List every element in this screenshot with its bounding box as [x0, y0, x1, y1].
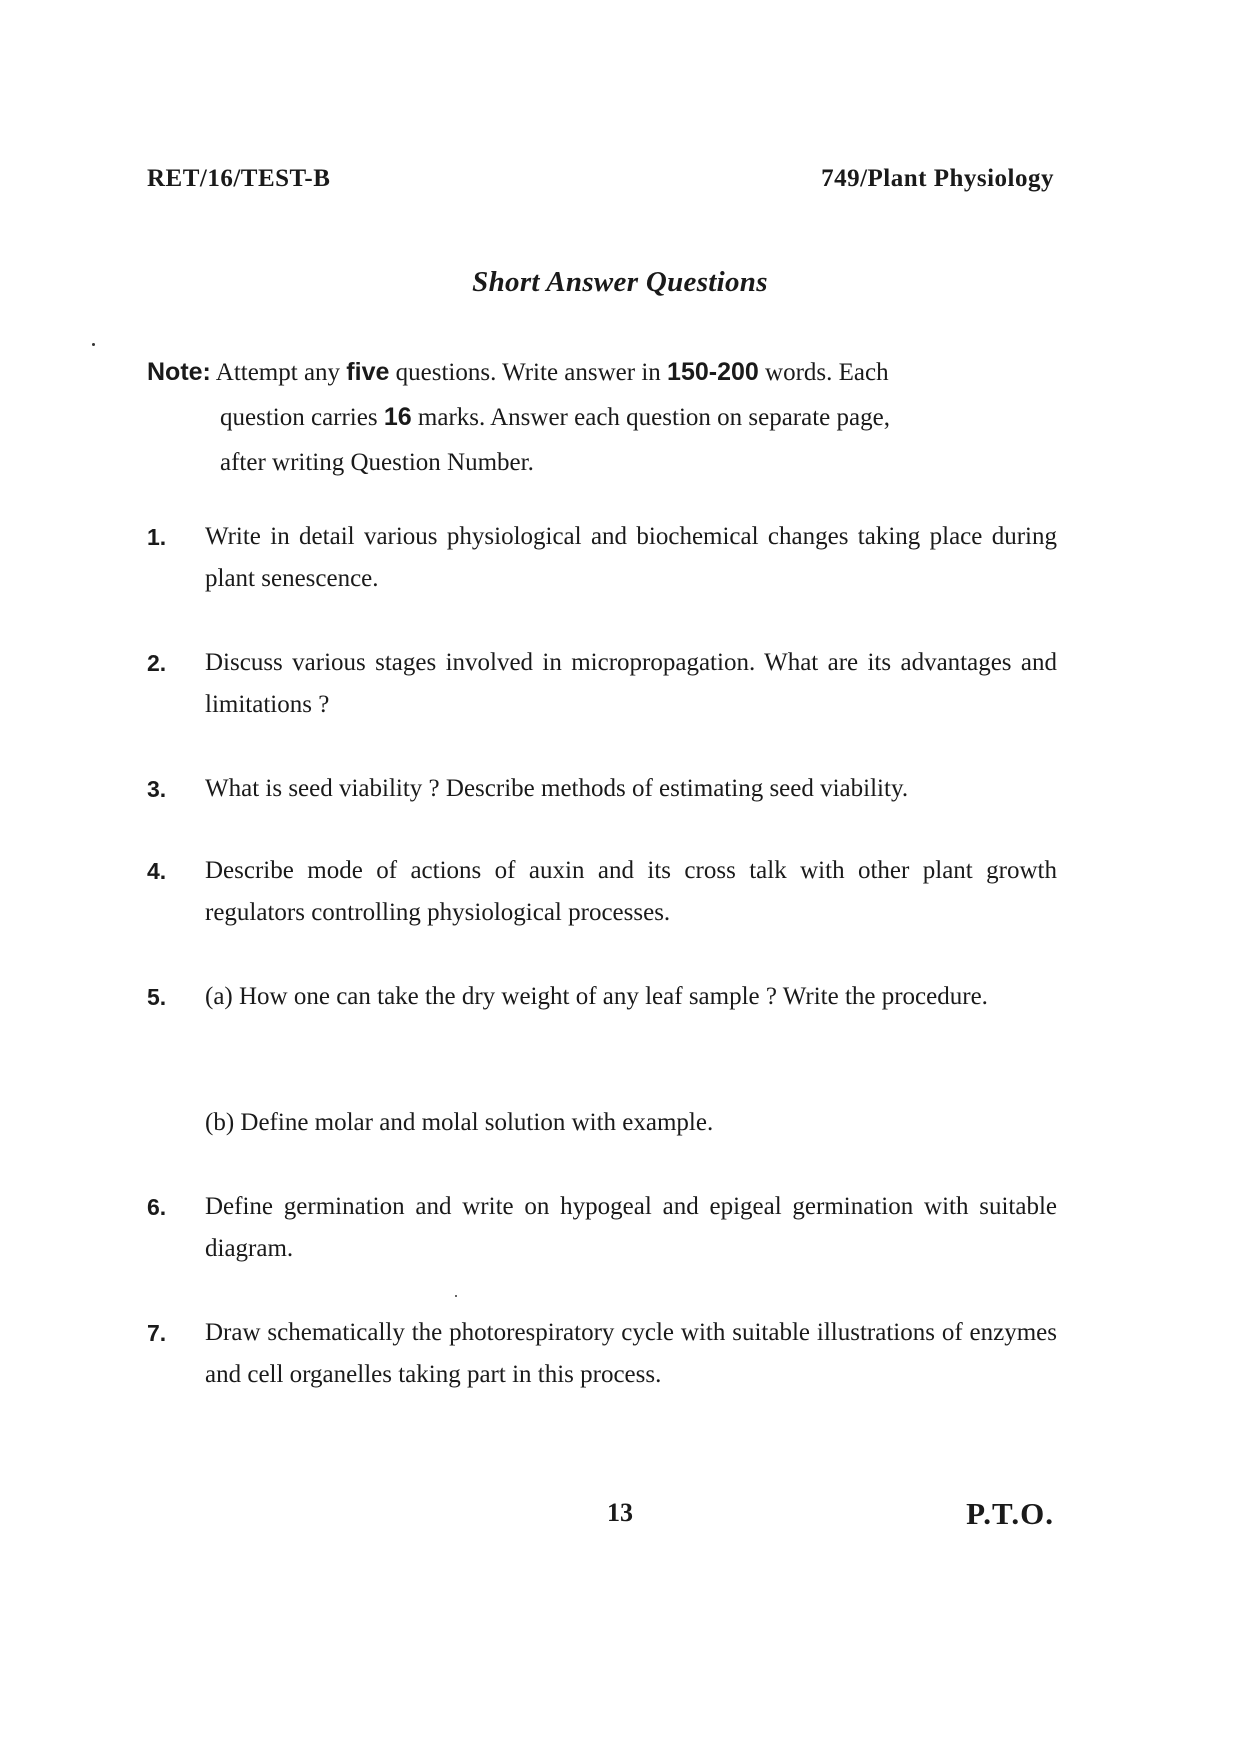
question-number: 1.: [147, 524, 167, 550]
question-5: [147, 976, 1057, 1018]
question-text: Draw schematically the photorespiratory cycle with suitable illustrations of enzymes and cell organelles taking part in this process.: [205, 1319, 1057, 1388]
question-6: [147, 1186, 1057, 1270]
paper-code: RET/16/TEST-B: [147, 165, 331, 192]
question-text: Describe mode of actions of auxin and its cross talk with other plant growth regulators controlling physiological processes.: [205, 857, 1057, 926]
speck-mark: [92, 343, 95, 346]
note-text-5: marks. Answer each question on separate page,: [411, 404, 890, 431]
note-label: Note:: [147, 358, 211, 386]
question-text: Discuss various stages involved in micropropagation. What are its advantages and limitations ?: [205, 649, 1057, 718]
question-7: [147, 1312, 1057, 1396]
note-text-4: question carries: [220, 404, 384, 431]
question-text: (a) How one can take the dry weight of any leaf sample ? Write the procedure.: [205, 983, 988, 1010]
question-4: [147, 850, 1057, 934]
pto-label: P.T.O.: [966, 1496, 1054, 1531]
subject-code: 749/Plant Physiology: [821, 165, 1054, 192]
note-bold-five: five: [346, 358, 390, 386]
question-number: 5.: [147, 984, 167, 1010]
question-text: What is seed viability ? Describe methods of estimating seed viability.: [205, 775, 909, 802]
note-bold-wordcount: 150-200: [667, 358, 759, 386]
question-text: Define germination and write on hypogeal and epigeal germination with suitable diagram.: [205, 1193, 1057, 1262]
question-2: [147, 642, 1057, 726]
question-number: 3.: [147, 776, 167, 802]
question-5-part-b: (b) Define molar and molal solution with example.: [205, 1109, 714, 1136]
question-number: 6.: [147, 1194, 167, 1220]
question-3: [147, 768, 1057, 810]
question-text: Write in detail various physiological and biochemical changes taking place during plant senescence.: [205, 523, 1057, 592]
note-text-3: words. Each: [758, 359, 889, 386]
question-number: 7.: [147, 1320, 167, 1346]
page-number: 13: [607, 1498, 633, 1527]
note-text-2: questions. Write answer in: [389, 359, 668, 386]
question-1: [147, 516, 1057, 600]
instructions-note: [147, 350, 1057, 485]
note-text-6: after writing Question Number.: [220, 449, 534, 476]
note-text-1: Attempt any: [210, 359, 347, 386]
note-bold-marks: 16: [383, 403, 412, 431]
section-title: Short Answer Questions: [472, 266, 768, 298]
speck-mark: [455, 1295, 457, 1297]
question-number: 2.: [147, 650, 167, 676]
question-number: 4.: [147, 858, 167, 884]
